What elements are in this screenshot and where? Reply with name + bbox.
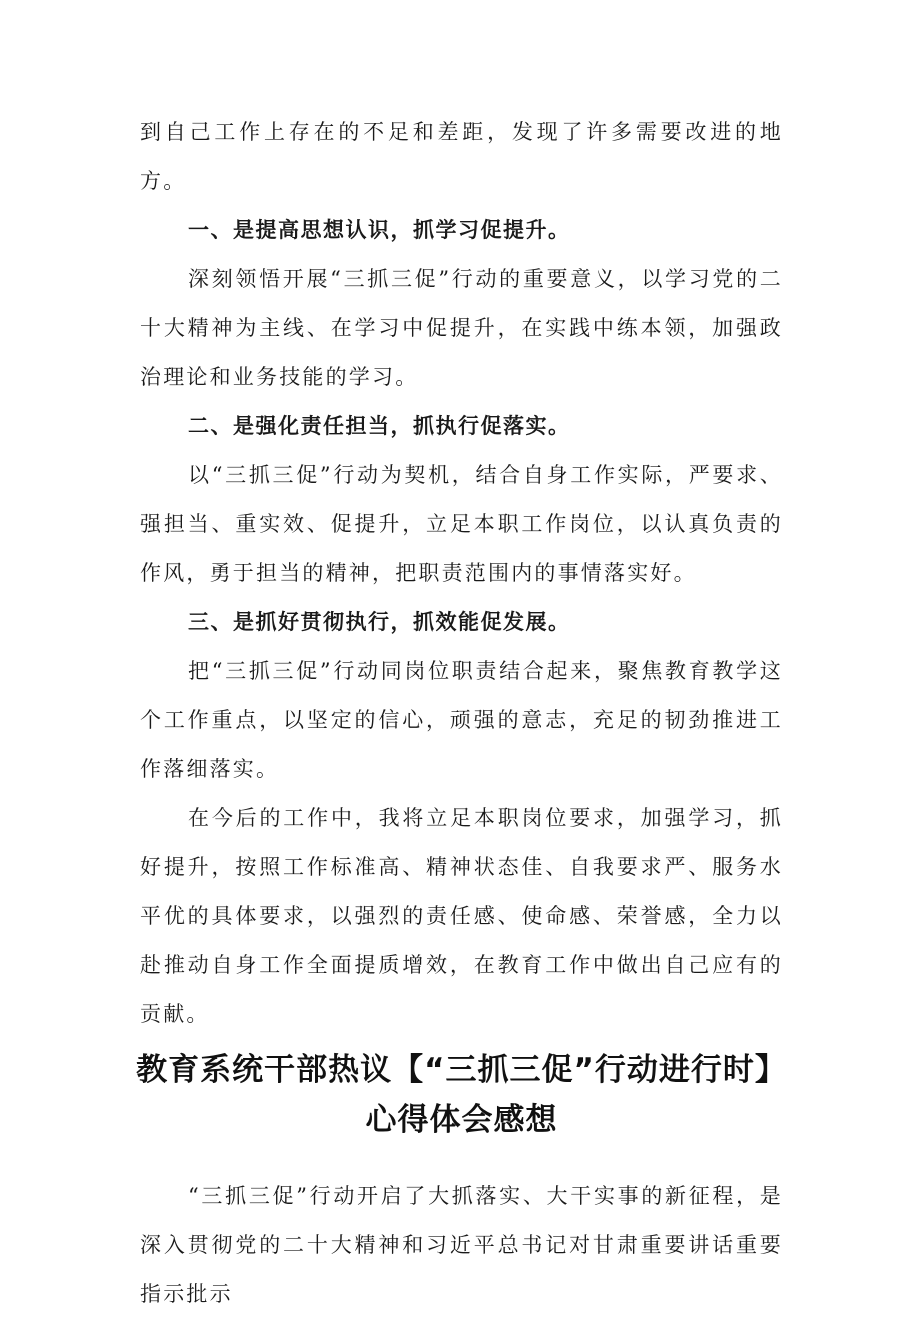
document-title (134, 1045, 789, 1145)
conclusion-paragraph: 在今后的工作中，我将立足本职岗位要求，加强学习，抓好提升，按照工作标准高、精神状态佳、自我要求严、服务水平优的具体要求，以强烈的责任感、使命感、荣誉感，全力以赴推动自身工作全面提质增效，在教育工作中做出自己应有的贡献。 (140, 806, 783, 1026)
opening-paragraph: “三抓三促”行动开启了大抓落实、大干实事的新征程，是深入贯彻党的二十大精神和习近平总书记对甘肃重要讲话重要指示批示 (140, 1184, 783, 1306)
section-heading-1: 一、是提高思想认识，抓学习促提升。 (188, 218, 571, 242)
section-body-1: 深刻领悟开展“三抓三促”行动的重要意义，以学习党的二十大精神为主线、在学习中促提升，在实践中练本领，加强政治理论和业务技能的学习。 (140, 267, 783, 389)
section-heading-2: 二、是强化责任担当，抓执行促落实。 (188, 414, 571, 438)
title-line-1: 教育系统干部热议【“三抓三促”行动进行时】 (136, 1052, 787, 1088)
paragraph-continuation: 到自己工作上存在的不足和差距，发现了许多需要改进的地方。 (140, 120, 783, 193)
document-body (136, 108, 787, 1319)
section-body-3: 把“三抓三促”行动同岗位职责结合起来，聚焦教育教学这个工作重点，以坚定的信心，顽强的意志，充足的韧劲推进工作落细落实。 (140, 659, 783, 781)
section-heading-3: 三、是抓好贯彻执行，抓效能促发展。 (188, 610, 571, 634)
section-body-2: 以“三抓三促”行动为契机，结合自身工作实际，严要求、强担当、重实效、促提升，立足本职工作岗位，以认真负责的作风，勇于担当的精神，把职责范围内的事情落实好。 (140, 463, 783, 585)
title-line-2: 心得体会感想 (365, 1102, 558, 1138)
